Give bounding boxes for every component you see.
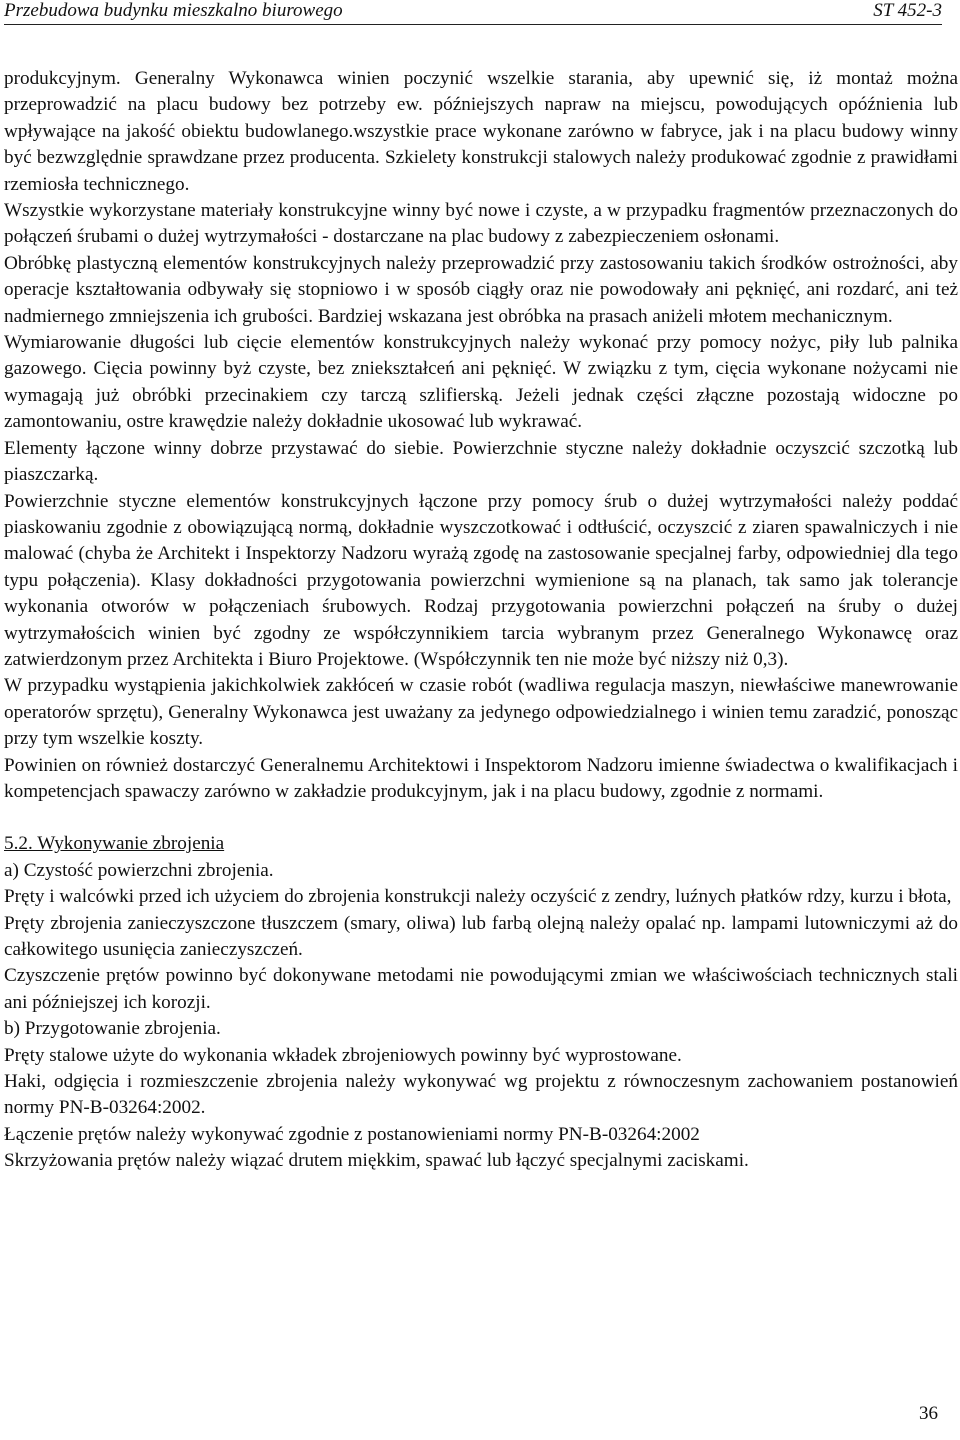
paragraph: Obróbkę plastyczną elementów konstrukcyjnych należy przeprowadzić przy zastosowaniu takich środków ostrożności, aby operacje kształtowania odbywały się stopniowo i w sposób ciągły oraz nie powodowały ani pęknięć, ani rozdarć, ani też nadmiernego zmniejszenia ich grubości. Bardziej wskazana jest obróbka na prasach aniżeli młotem mechanicznym. xyxy=(4,252,958,327)
section-heading: 5.2. Wykonywanie zbrojenia xyxy=(4,833,225,855)
section-spacer xyxy=(4,805,958,831)
section-line: Czyszczenie prętów powinno być dokonywane metodami nie powodującymi zmian we właściwościach technicznych stali ani późniejszej ich korozji. xyxy=(4,965,958,1013)
paragraph: Powierzchnie styczne elementów konstrukcyjnych łączone przy pomocy śrub o dużej wytrzymałości należy poddać piaskowaniu zgodnie z obowiązującą normą, dokładnie wyszczotkować i odtłuścić, oczyszcić z ziaren spawalniczych i nie malować (chyba że Architekt i Inspektorzy Nadzoru wyrażą zgodę na zastosowanie specjalnej farby, odpowiedniej dla tego typu połączenia). Klasy dokładności przygotowania powierzchni wymienione są na planach, tak samo jak tolerancje wykonania otworów w połączeniach śrubowych. Rodzaj przygotowania powierzchni połączeń na śruby o dużej wytrzymałościch winien być zgodny ze współczynnikiem tarcia wybranym przez Generalnego Wykonawcę oraz zatwierdzonym przez Architekta i Biuro Projektowe. (Współczynnik ten nie może być niższy niż 0,3). xyxy=(4,490,958,670)
document-body xyxy=(4,66,958,1175)
section-line: b) Przygotowanie zbrojenia. xyxy=(4,1018,221,1040)
paragraph: produkcyjnym. Generalny Wykonawca winien poczynić wszelkie starania, aby upewnić się, iż montaż można przeprowadzić na placu budowy bez potrzeby ew. późniejszych napraw na miejscu, powodujących opóźnienia lub wpływające na jakość obiektu budowlanego.wszystkie prace wykonane zarówno w fabryce, jak i na placu budowy winny być bezwzględnie sprawdzane przez producenta. Szkielety konstrukcji stalowych należy produkować zgodnie z prawidłami rzemiosła technicznego. xyxy=(4,68,958,195)
paragraph: W przypadku wystąpienia jakichkolwiek zakłóceń w czasie robót (wadliwa regulacja maszyn, niewłaściwe manewrowanie operatorów sprzętu), Generalny Wykonawca jest uważany za jedyn​ego odpowiedzialnego i winien temu zaradzić, ponosząc przy tym wszelkie koszty. xyxy=(4,675,958,750)
section-line: Haki, odgięcia i rozmieszczenie zbrojenia należy wykonywać wg projektu z równoczesnym zachowaniem postanowień normy PN-B-03264:2002. xyxy=(4,1071,958,1119)
paragraph: Wymiarowanie długości lub cięcie elementów konstrukcyjnych należy wykonać przy pomocy nożyc, piły lub palnika gazowego. Cięcia powinny byż czyste, bez zniekształceń ani pęknięć. W związku z tym, cięcia wykonane nożycami nie wymagają już obróbki przecinakiem czy tarczą szlifierską. Jeżeli jednak części złączne pozostają widoczne po zamontowaniu, ostre krawędzie należy dokładnie ukosować lub wykrawać. xyxy=(4,332,958,433)
section-line: Pręty stalowe użyte do wykonania wkładek zbrojeniowych powinny być wyprostowane. xyxy=(4,1044,682,1066)
section-line: a) Czystość powierzchni zbrojenia. xyxy=(4,859,274,881)
section-line: Pręty i walcówki przed ich użyciem do zbrojenia konstrukcji należy oczyścić z zendry, luźnych płatków rdzy, kurzu i błota, xyxy=(4,886,952,908)
document-code: ST 452-3 xyxy=(873,0,942,21)
document-title: Przebudowa budynku mieszkalno biurowego xyxy=(4,0,343,21)
section-line: Skrzyżowania prętów należy wiązać drutem miękkim, spawać lub łączyć specjalnymi zaciskami. xyxy=(4,1150,749,1172)
page-header xyxy=(4,0,942,25)
paragraph: Wszystkie wykorzystane materiały konstrukcyjne winny być nowe i czyste, a w przypadku fragmentów przeznaczonych do połączeń śrubami o dużej wytrzymałości - dostarczane na plac budowy z zabezpieczeniem osłonami. xyxy=(4,200,958,248)
section-line: Pręty zbrojenia zanieczyszczone tłuszczem (smary, oliwa) lub farbą olejną należy opalać np. lampami lutowniczymi aż do całkowitego usunięcia zanieczyszczeń. xyxy=(4,912,958,960)
page-number: 36 xyxy=(919,1403,938,1424)
section-line: Łączenie prętów należy wykonywać zgodnie z postanowieniami normy PN-B-03264:2002 xyxy=(4,1123,700,1145)
paragraph: Powinien on również dostarczyć Generalnemu Architektowi i Inspektorom Nadzoru imienne świadectwa o kwalifikacjach i kompetencjach spawaczy zarówno w zakładzie produkcyjnym, jak i na placu budowy, zgodnie z normami. xyxy=(4,754,958,802)
paragraph: Elementy łączone winny dobrze przystawać do siebie. Powierzchnie styczne należy dokładnie oczyszcić szczotką lub piaszczarką. xyxy=(4,437,958,486)
